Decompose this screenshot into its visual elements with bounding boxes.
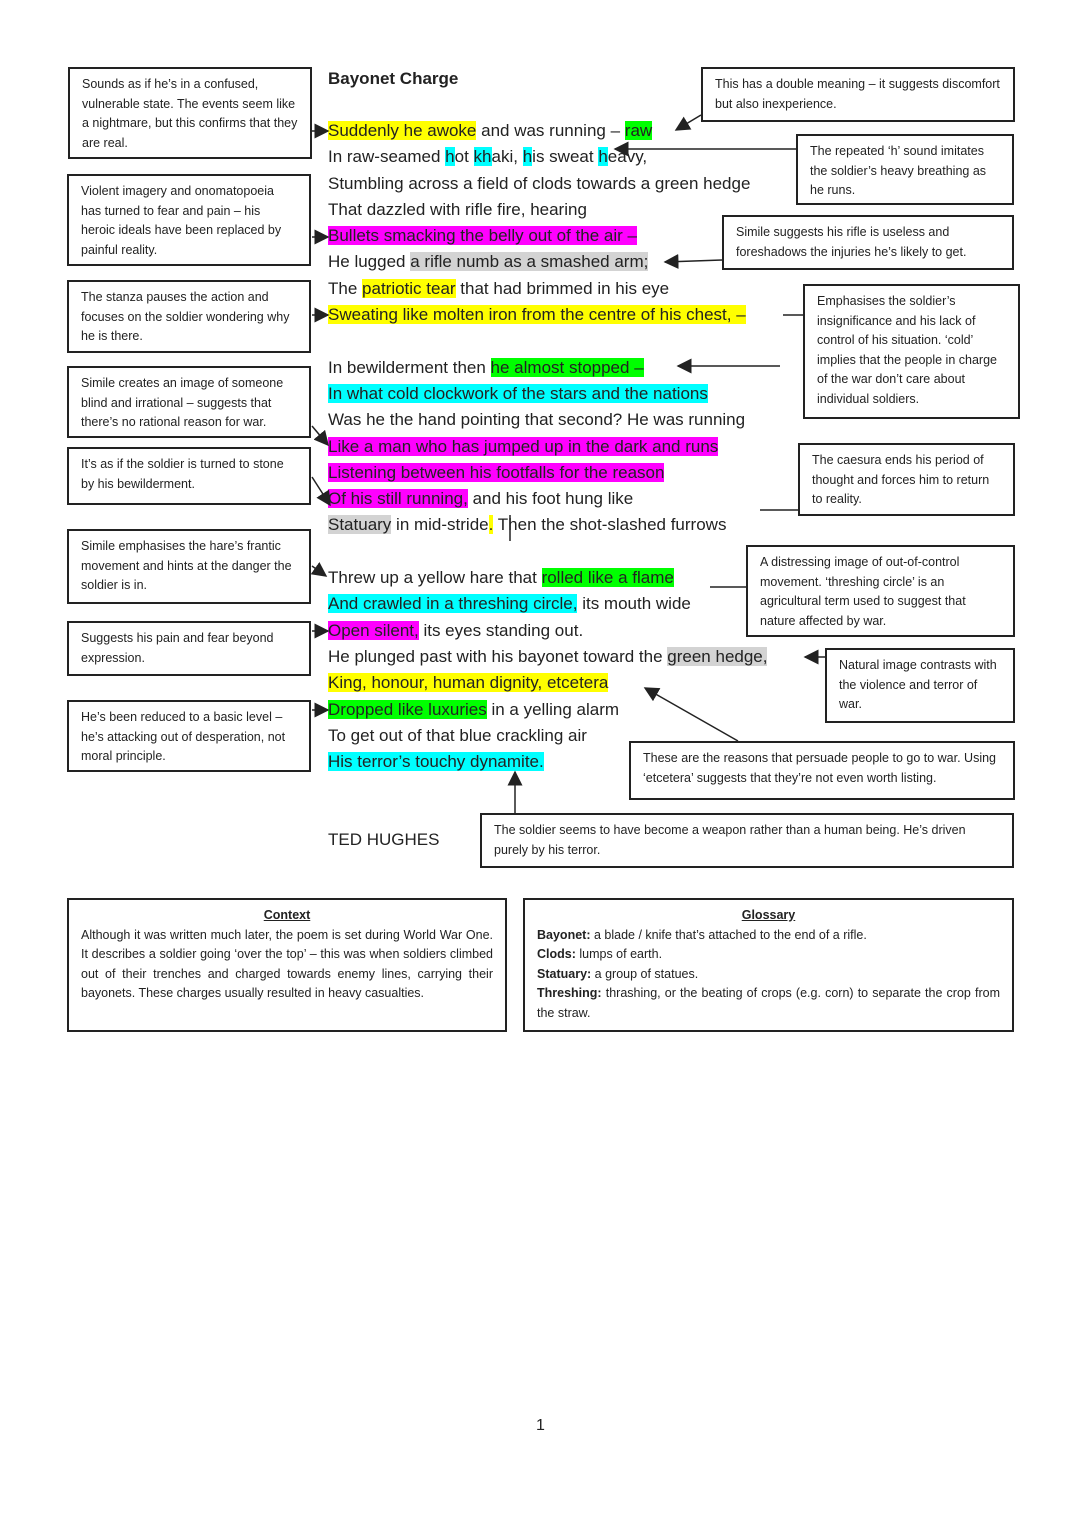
arrow: [665, 260, 722, 262]
highlighted-phrase: Of his still running,: [328, 489, 468, 509]
highlighted-phrase: Statuary: [328, 515, 392, 535]
poem-title: Bayonet Charge: [328, 69, 459, 88]
highlighted-phrase: h: [445, 147, 455, 167]
arrow: [312, 477, 330, 505]
poem-phrase: in mid-stride: [391, 515, 489, 535]
poem-phrase: That dazzled with rifle fire, hearing: [328, 199, 587, 219]
annotation-confused-state: Sounds as if he’s in a confused, vulnerable state. The events seem like a nightmare, but this confirms that they are real.: [68, 67, 312, 159]
annotation-rifle-simile: Simile suggests his rifle is useless and foreshadows the injuries he’s likely to get.: [722, 215, 1014, 270]
highlighted-phrase: Open silent,: [328, 620, 419, 640]
highlighted-phrase: .: [488, 515, 494, 535]
annotation-weapon: The soldier seems to have become a weapon rather than a human being. He’s driven purely by his terror.: [480, 813, 1014, 868]
glossary-term: Statuary:: [537, 966, 592, 981]
annotation-blind-simile: Simile creates an image of someone blind and irrational – suggests that there’s no rational reason for war.: [67, 366, 311, 438]
poem-phrase: In raw-seamed: [328, 147, 446, 167]
arrow: [312, 426, 328, 445]
poem-phrase: and was running –: [476, 121, 625, 140]
page-number: 1: [536, 1417, 545, 1434]
annotation-caesura: The caesura ends his period of thought and forces him to return to reality.: [798, 443, 1015, 516]
annotation-reasons-for-war: These are the reasons that persuade people to go to war. Using ‘etcetera’ suggests that they’re not even worth listing.: [629, 741, 1015, 800]
highlighted-phrase: Like a man who has jumped up in the dark and runs: [328, 436, 719, 456]
annotation-pain-fear: Suggests his pain and fear beyond expression.: [67, 621, 311, 676]
annotation-basic-level: He’s been reduced to a basic level – he’s attacking out of desperation, not moral principle.: [67, 700, 311, 772]
annotation-hare-simile: Simile emphasises the hare’s frantic movement and hints at the danger the soldier is in.: [67, 529, 311, 604]
highlighted-phrase: In what cold clockwork of the stars and the nations: [328, 383, 708, 403]
annotation-natural-image: Natural image contrasts with the violence and terror of war.: [825, 648, 1015, 723]
poem-phrase: that had brimmed in his eye: [455, 278, 670, 298]
highlighted-phrase: h: [522, 147, 533, 167]
poem-phrase: Then the shot-slashed furrows: [493, 515, 727, 535]
glossary-term: Bayonet:: [537, 927, 591, 942]
glossary-term: Threshing:: [537, 986, 602, 1000]
poem-phrase: aki,: [491, 147, 523, 167]
glossary-definition: a group of statues.: [591, 966, 699, 981]
highlighted-phrase: Listening between his footfalls for the reason: [328, 462, 665, 482]
poem-phrase: Threw up a yellow hare that: [328, 568, 542, 588]
poem-phrase: He plunged past with his bayonet toward the: [328, 646, 668, 666]
highlighted-phrase: Suddenly he awoke: [328, 121, 477, 140]
annotation-turned-to-stone: It’s as if the soldier is turned to stone by his bewilderment.: [67, 447, 311, 505]
poem-phrase: its eyes standing out.: [418, 620, 584, 640]
glossary-term: Clods:: [537, 947, 576, 961]
glossary-heading: Glossary: [741, 908, 796, 922]
highlighted-phrase: And crawled in a threshing circle,: [328, 594, 578, 614]
poem-phrase: and his foot hung like: [467, 489, 634, 509]
arrow: [645, 688, 738, 741]
highlighted-phrase: patriotic tear: [362, 278, 456, 298]
arrow: [312, 566, 326, 576]
highlighted-phrase: h: [598, 147, 608, 167]
highlighted-phrase: raw: [624, 121, 653, 140]
arrow: [676, 115, 701, 130]
context-text: Although it was written much later, the poem is set during World War One. It describes a soldier going ‘over the top’ – this was when soldiers climbed out of their trenches and charged towards enemy lines, carrying their bayonets. These charges usually resulted in heavy casualties.: [81, 927, 493, 1000]
poem-phrase: He lugged: [328, 252, 411, 272]
glossary-definition: a blade / knife that’s attached to the end of a rifle.: [590, 927, 867, 942]
annotation-violent-imagery: Violent imagery and onomatopoeia has turned to fear and pain – his heroic ideals have been replaced by painful reality.: [67, 174, 311, 266]
annotation-double-meaning: This has a double meaning – it suggests discomfort but also inexperience.: [701, 67, 1015, 122]
annotation-distressing-image: A distressing image of out-of-control movement. ‘threshing circle’ is an agricultural term used to suggest that nature affected by war.: [746, 545, 1015, 637]
highlighted-phrase: he almost stopped –: [490, 357, 644, 377]
highlighted-phrase: Sweating like molten iron from the centre of his chest, –: [328, 305, 746, 325]
poem-author: TED HUGHES: [328, 830, 440, 849]
highlighted-phrase: kh: [473, 147, 492, 167]
poem-phrase: Stumbling across a field of clods towards a green hedge: [328, 173, 751, 193]
poem-phrase: To get out of that blue crackling air: [328, 725, 587, 745]
poem-phrase: eavy,: [607, 147, 648, 167]
highlighted-phrase: a rifle numb as a smashed arm;: [410, 252, 649, 272]
poem-phrase: its mouth wide: [577, 594, 691, 614]
highlighted-phrase: His terror’s touchy dynamite.: [328, 752, 544, 772]
annotation-h-sound: The repeated ‘h’ sound imitates the soldier’s heavy breathing as he runs.: [796, 134, 1014, 205]
annotation-stanza-pause: The stanza pauses the action and focuses on the soldier wondering why he is there.: [67, 280, 311, 353]
poem-phrase: is sweat: [532, 147, 599, 167]
highlighted-phrase: green hedge,: [667, 646, 768, 666]
poem-phrase: ot: [454, 147, 474, 167]
poem-phrase: in a yelling alarm: [486, 699, 620, 719]
context-heading: Context: [263, 908, 311, 922]
glossary-definition: thrashing, or the beating of crops (e.g. corn) to separate the crop from the straw.: [537, 986, 1000, 1020]
highlighted-phrase: Bullets smacking the belly out of the air –: [328, 226, 637, 246]
highlighted-phrase: King, honour, human dignity, etcetera: [328, 673, 609, 693]
poem-phrase: Was he the hand pointing that second? He was running: [328, 410, 746, 430]
annotation-insignificance: Emphasises the soldier’s insignificance and his lack of control of his situation. ‘cold’ implies that the people in charge of the war don’t care about individual soldiers.: [803, 284, 1020, 419]
poem-phrase: The: [328, 278, 363, 298]
poem-phrase: In bewilderment then: [328, 357, 491, 377]
glossary-definition: lumps of earth.: [575, 947, 663, 961]
highlighted-phrase: Dropped like luxuries: [328, 699, 487, 719]
highlighted-phrase: rolled like a flame: [541, 568, 674, 588]
